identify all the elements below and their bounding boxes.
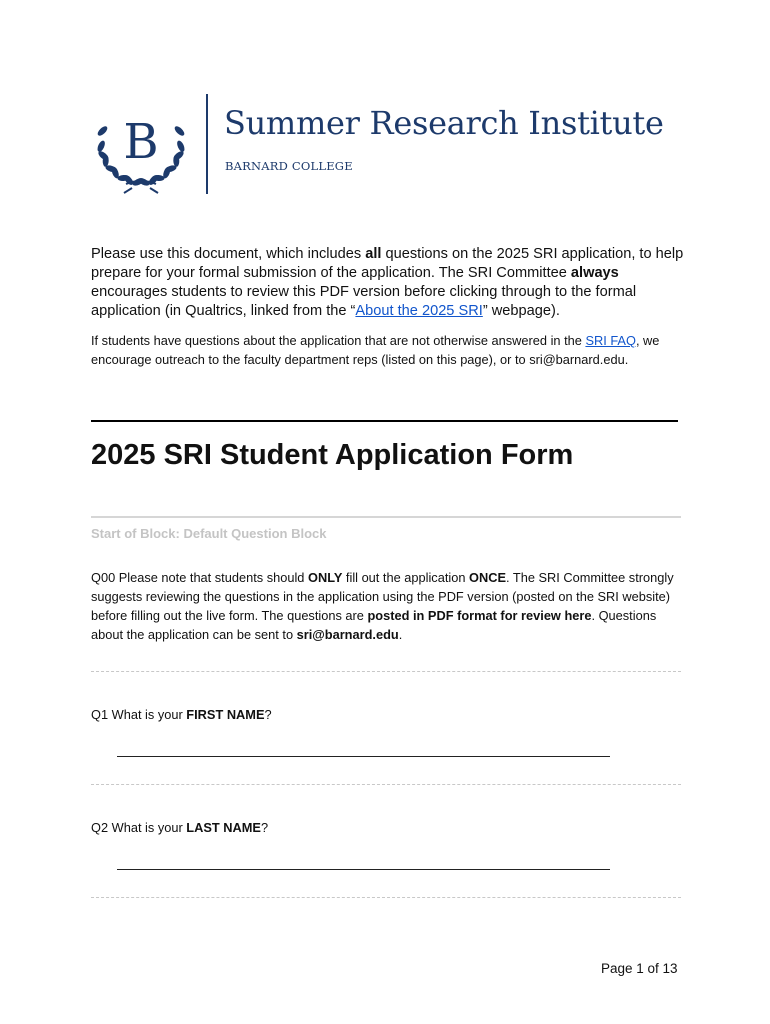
logo-divider (206, 94, 208, 194)
institute-logo (88, 92, 688, 202)
question-q2: Q2 What is your LAST NAME? (91, 820, 269, 835)
last-name-answer-line[interactable] (117, 869, 610, 870)
laurel-leaf (173, 125, 186, 138)
page-number: Page 1 of 13 (601, 961, 678, 976)
question-separator (91, 671, 681, 672)
laurel-leaf (96, 139, 106, 152)
intro-paragraph: Please use this document, which includes all questions on the 2025 SRI application, to help prepare for your formal submission of the application. The SRI Committee always encourages students to review this PDF version before clicking through to the formal application (in Qualtrics, linked from the “About the 2025 SRI” webpage). (91, 246, 684, 319)
logo-title: Summer Research Institute (224, 104, 664, 142)
first-name-answer-line[interactable] (117, 756, 610, 757)
contact-paragraph: If students have questions about the application that are not otherwise answered in the SRI FAQ, we encourage outreach to the faculty department reps (listed on this page), or to sri@barnard.edu. (91, 333, 660, 367)
laurel-leaf (96, 125, 109, 138)
question-separator (91, 897, 681, 898)
form-title: 2025 SRI Student Application Form (91, 439, 574, 471)
block-start-label: Start of Block: Default Question Block (91, 526, 327, 541)
laurel-seal-icon (88, 92, 194, 196)
section-divider (91, 420, 678, 422)
question-q00: Q00 Please note that students should ONLY fill out the application ONCE. The SRI Committee strongly suggests reviewing the questions in the application using the PDF version (posted on the SRI website) before filling out the live form. The questions are posted in PDF format for review here. Questions about the application can be sent to sri@barnard.edu. (91, 570, 674, 642)
block-divider (91, 516, 681, 518)
laurel-leaf (176, 139, 186, 152)
sri-faq-link[interactable]: SRI FAQ (585, 333, 636, 348)
question-q1: Q1 What is your FIRST NAME? (91, 707, 272, 722)
logo-subtitle: BARNARD COLLEGE (225, 159, 353, 173)
question-separator (91, 784, 681, 785)
logo-letter: B (123, 114, 159, 170)
about-sri-link[interactable]: About the 2025 SRI (355, 303, 483, 319)
